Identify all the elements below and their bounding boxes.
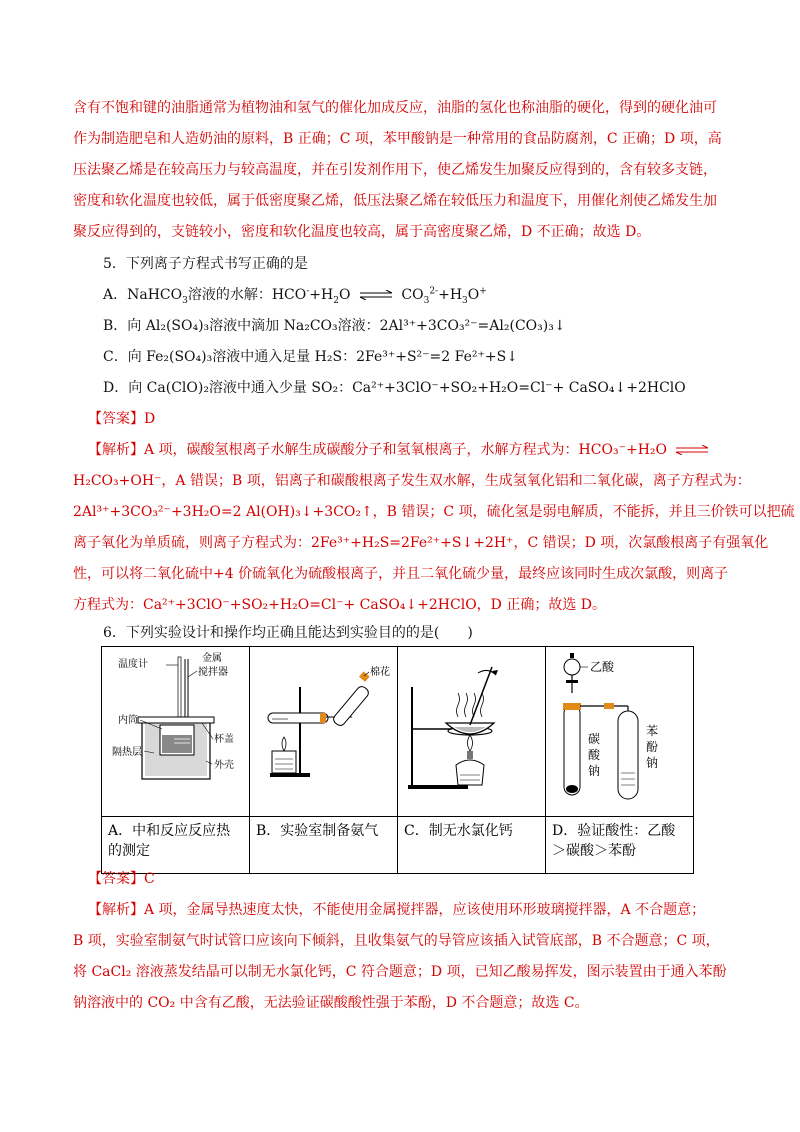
intro-line: 密度和软化温度也较低，属于低密度聚乙烯，低压法聚乙烯在较低压力和温度下，用催化剂使乙烯发生加 <box>73 193 717 209</box>
caption-b: B．实验室制备氨气 <box>250 817 398 874</box>
label-thermometer: 温度计 <box>118 659 148 670</box>
experiment-table <box>101 646 694 874</box>
label-stirrer: 搅拌器 <box>198 667 228 678</box>
label-insulation: 隔热层 <box>112 747 142 758</box>
caption-c: C．制无水氯化钙 <box>398 817 546 874</box>
q6-answer: 【答案】C <box>88 871 155 887</box>
ammonia-apparatus-diagram <box>250 647 397 812</box>
calorimeter-diagram <box>102 647 249 812</box>
q5-analysis-line: 方程式为：Ca²⁺+3ClO⁻+SO₂+H₂O=Cl⁻+ CaSO₄↓+2HClO，D 正确；故选 D。 <box>73 597 607 613</box>
label-sodium-carbonate: 酸 <box>588 748 601 762</box>
q5-analysis-line: H₂CO₃+OH⁻，A 错误；B 项，铝离子和碳酸根离子发生双水解，生成氢氧化铝和二氧化碳，离子方程式为： <box>73 473 751 489</box>
q5-option-c: C．向 Fe₂(SO₄)₃溶液中通入足量 H₂S：2Fe³⁺+S²⁻=2 Fe²⁺+S↓ <box>103 349 518 365</box>
equilibrium-arrow-icon <box>675 445 709 455</box>
q6-analysis-line: 钠溶液中的 CO₂ 中含有乙酸，无法验证碳酸酸性强于苯酚，D 不合题意；故选 C。 <box>73 995 589 1011</box>
q6-analysis-line: B 项，实验室制氨气时试管口应该向下倾斜，且收集氨气的导管应该插入试管底部，B 不合题意；C 项， <box>73 933 720 949</box>
acidity-apparatus-diagram <box>546 647 693 812</box>
q5-option-d: D．向 Ca(ClO)₂溶液中通入少量 SO₂：Ca²⁺+3ClO⁻+SO₂+H₂O=Cl⁻+ CaSO₄↓+2HClO <box>103 380 686 396</box>
label-cotton: 棉花 <box>370 667 390 678</box>
evaporation-diagram <box>398 647 545 812</box>
q5-analysis-line: 2Al³⁺+3CO₃²⁻+3H₂O=2 Al(OH)₃↓+3CO₂↑，B 错误；C 项，硫化氢是弱电解质，不能拆，并且三价铁可以把硫 <box>73 504 795 520</box>
q5-analysis-line: 【解析】A 项，碳酸氢根离子水解生成碳酸分子和氢氧根离子，水解方程式为：HCO₃⁻+H₂O <box>88 440 713 460</box>
q5-option-a: A．NaHCO$_3$溶液的水解：$HCO^-+H_2O$ $CO_3^{2-}+H_3O^+$ <box>103 286 487 306</box>
label-sodium-phenoxide: 酚 <box>646 740 659 754</box>
intro-line: 含有不饱和键的油脂通常为植物油和氢气的催化加成反应，油脂的氢化也称油脂的硬化，得到的硬化油可 <box>73 100 717 116</box>
label-sodium-phenoxide: 苯 <box>646 724 659 738</box>
label-shell: 外壳 <box>214 760 234 771</box>
caption-a: A．中和反应反应热的测定 <box>102 817 250 874</box>
q5-option-b: B．向 Al₂(SO₄)₃溶液中滴加 Na₂CO₃溶液：2Al³⁺+3CO₃²⁻=Al₂(CO₃)₃↓ <box>103 318 566 334</box>
figure-b-ammonia <box>250 647 398 817</box>
equilibrium-arrow-icon <box>359 290 393 300</box>
label-sodium-phenoxide: 钠 <box>646 756 659 770</box>
label-acetic-acid: 乙酸 <box>590 660 615 674</box>
q6-analysis-line: 将 CaCl₂ 溶液蒸发结晶可以制无水氯化钙，C 符合题意；D 项，已知乙酸易挥发，图示装置由于通入苯酚 <box>73 964 727 980</box>
q6-analysis-line: 【解析】A 项，金属导热速度太快，不能使用金属搅拌器，应该使用环形玻璃搅拌器，A 不合题意； <box>88 902 706 918</box>
question-5-stem: 5．下列离子方程式书写正确的是 <box>103 256 308 272</box>
figure-a-calorimeter <box>102 647 250 817</box>
label-stirrer: 金属 <box>202 653 222 664</box>
label-sodium-carbonate: 碳 <box>588 732 601 746</box>
caption-d: D．验证酸性：乙酸＞碳酸＞苯酚 <box>546 817 694 874</box>
question-6-stem: 6．下列实验设计和操作均正确且能达到实验目的的是( ) <box>103 625 473 641</box>
label-lid: 杯盖 <box>214 734 234 745</box>
figure-c-evaporation <box>398 647 546 817</box>
q5-analysis-line: 性，可以将二氧化硫中+4 价硫氧化为硫酸根离子，并且二氧化硫少量，最终应该同时生成次氯酸，则离子 <box>73 566 729 582</box>
label-sodium-carbonate: 钠 <box>588 764 601 778</box>
label-inner-cup: 内筒 <box>118 715 138 726</box>
q5-answer: 【答案】D <box>88 411 156 427</box>
q5-analysis-line: 离子氧化为单质硫，则离子方程式为：2Fe³⁺+H₂S=2Fe²⁺+S↓+2H⁺，C 错误；D 项，次氯酸根离子有强氧化 <box>73 535 769 551</box>
intro-line: 作为制造肥皂和人造奶油的原料，B 正确；C 项，苯甲酸钠是一种常用的食品防腐剂，C 正确；D 项，高 <box>73 131 722 147</box>
figure-d-acidity <box>546 647 694 817</box>
intro-line: 压法聚乙烯是在较高压力与较高温度，并在引发剂作用下，使乙烯发生加聚反应得到的，含有较多支链， <box>73 162 717 178</box>
intro-line: 聚反应得到的，支链较小，密度和软化温度也较高，属于高密度聚乙烯，D 不正确；故选 D。 <box>73 224 651 240</box>
